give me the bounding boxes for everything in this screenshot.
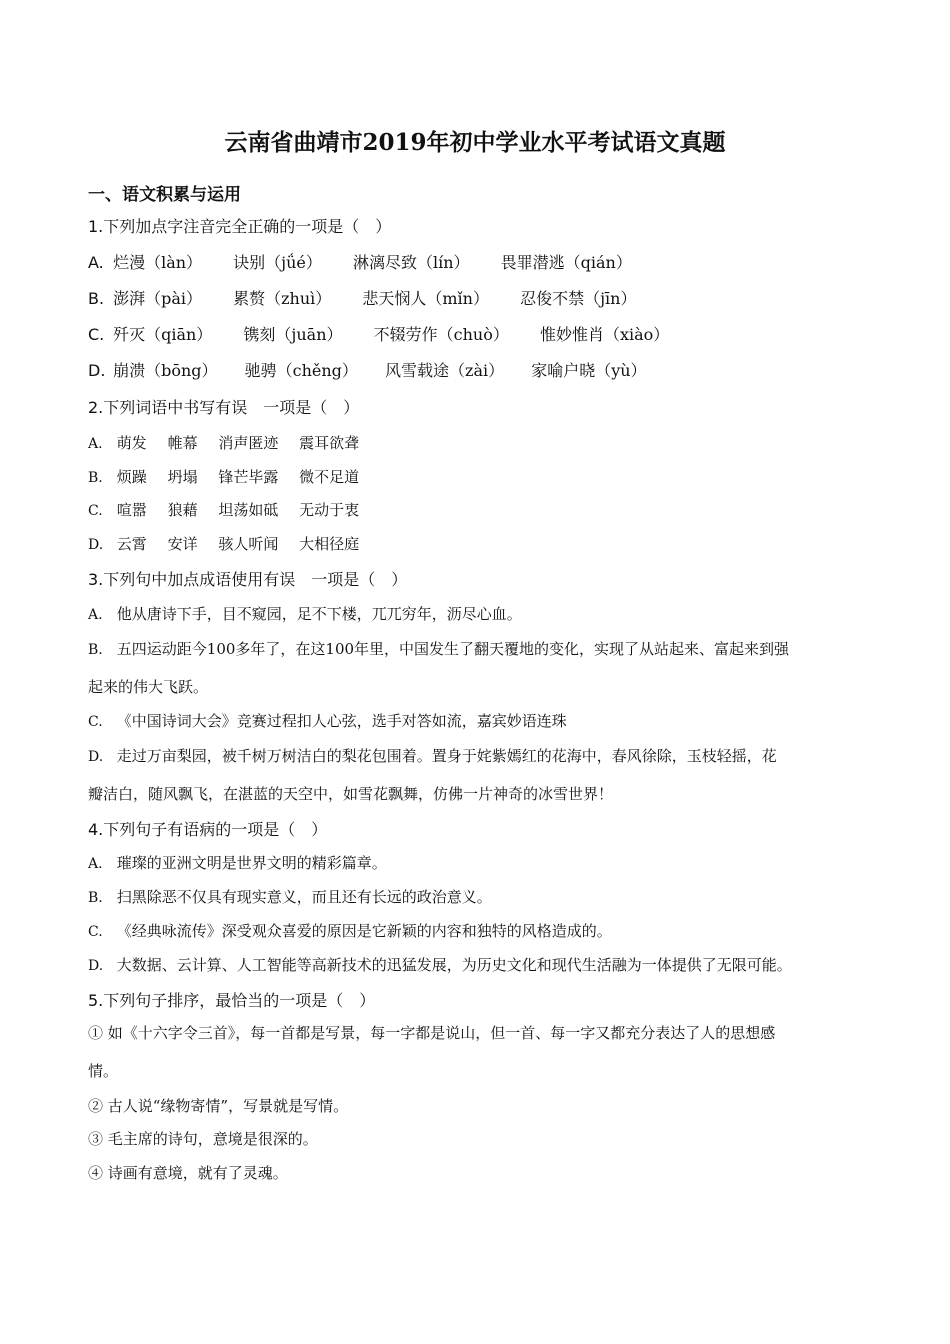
q5-sentence-2: ② 古人说“缘物寄情”，写景就是写情。 [88,1097,349,1115]
option-item: 帷幕 [167,434,198,452]
option-letter: D. [88,361,106,380]
question-5 [88,988,375,1011]
option-text: 瓣洁白，随风飘飞，在湛蓝的天空中，如雪花飘舞，仿佛一片神奇的冰雪世界！ [88,785,614,803]
q1-option-a [88,250,632,273]
option-item: 微不足道 [299,468,360,486]
option-item: 坍塌 [167,468,198,486]
question-stem: 下列句子有语病的一项是（ ） [103,820,328,839]
q5-sentence-1-cont: 情。 [88,1062,119,1080]
option-letter: A. [88,856,103,872]
option-letter: D. [88,958,104,974]
q2-option-a [88,432,359,453]
option-item: 诀别（jǘé） [233,253,322,272]
section-heading: 一、语文积累与运用 [88,185,241,205]
option-item: 不辍劳作（chuò） [373,325,509,344]
option-item: 消声匿迹 [218,434,279,452]
option-letter: A. [88,436,103,452]
option-item: 忍俊不禁（jīn） [520,289,637,308]
option-item: 惟妙惟肖（xiào） [539,325,670,344]
option-item: 萌发 [116,434,147,452]
option-item: 累赘（zhuì） [233,289,332,308]
option-text: 起来的伟大飞跃。 [88,678,209,696]
option-letter: B. [88,289,105,308]
option-letter: D. [88,749,104,765]
option-item: 澎湃（pài） [113,289,202,308]
q2-option-c [88,499,359,520]
q2-option-d [88,533,359,554]
q3-option-b-cont [88,676,208,697]
option-item: 云霄 [116,535,147,553]
option-item: 坦荡如砥 [218,501,279,519]
option-item: 大相径庭 [299,535,360,553]
question-stem: 下列加点字注音完全正确的一项是（ ） [103,217,392,236]
question-number: 4. [88,820,104,839]
document-title: 云南省曲靖市2019年初中学业水平考试语文真题 [224,129,726,156]
option-item: 喧嚣 [116,501,147,519]
question-stem: 下列词语中书写有误 一项是（ ） [103,398,360,417]
option-item: 震耳欲聋 [299,434,360,452]
q4-option-d [88,954,792,975]
q4-option-a [88,852,387,873]
option-item: 镌刻（juān） [243,325,343,344]
option-item: 锋芒毕露 [218,468,279,486]
q1-option-b [88,286,636,309]
option-letter: C. [88,325,105,344]
question-number: 2. [88,398,104,417]
option-item: 骇人听闻 [218,535,279,553]
option-text: 《经典咏流传》深受观众喜爱的原因是它新颖的内容和独特的风格造成的。 [116,922,612,940]
option-item: 无动于衷 [299,501,360,519]
option-text: 扫黑除恶不仅具有现实意义，而且还有长远的政治意义。 [116,888,492,906]
q3-option-d-cont [88,783,613,804]
option-letter: C. [88,924,103,940]
option-item: 风雪载途（zài） [385,361,505,380]
option-text: 大数据、云计算、人工智能等高新技术的迅猛发展，为历史文化和现代生活融为一体提供了无限可能。 [116,956,792,974]
q5-sentence-1: ① 如《十六字令三首》，每一首都是写景，每一字都是说山，但一首、每一字又都充分表达了人的思想感 [88,1024,776,1042]
question-2 [88,395,359,418]
option-text: 走过万亩梨园，被千树万树洁白的梨花包围着。置身于姹紫嫣红的花海中，春风徐除，玉枝轻摇，花 [116,747,777,765]
option-item: 崩溃（bōng） [113,361,218,380]
option-item: 家喻户晓（yù） [531,361,647,380]
option-item: 烦躁 [116,468,147,486]
option-letter: C. [88,503,103,519]
q4-option-b [88,886,492,907]
option-item: 安详 [167,535,198,553]
question-1 [88,214,391,237]
question-stem: 下列句子排序，最恰当的一项是（ ） [103,991,376,1010]
q1-option-d [88,358,647,381]
option-letter: B. [88,642,103,658]
q5-sentence-3: ③ 毛主席的诗句，意境是很深的。 [88,1130,318,1148]
option-letter: A. [88,607,103,623]
option-item: 悲天悯人（mǐn） [362,289,489,308]
option-item: 烂漫（làn） [113,253,203,272]
q3-option-a [88,603,522,624]
option-letter: C. [88,714,103,730]
question-4 [88,817,327,840]
option-text: 五四运动距今100多年了，在这100年里，中国发生了翻天覆地的变化，实现了从站起来、富起来到强 [116,640,790,658]
q3-option-b [88,638,789,659]
option-item: 淋漓尽致（lín） [353,253,470,272]
option-item: 歼灭（qiān） [113,325,213,344]
option-letter: B. [88,890,103,906]
option-letter: D. [88,537,104,553]
question-3 [88,567,407,590]
option-letter: A. [88,253,104,272]
option-item: 驰骋（chěng） [244,361,358,380]
question-number: 1. [88,217,104,236]
option-text: 《中国诗词大会》竞赛过程扣人心弦，选手对答如流，嘉宾妙语连珠 [116,712,567,730]
option-text: 璀璨的亚洲文明是世界文明的精彩篇章。 [116,854,387,872]
option-item: 畏罪潜逃（qián） [500,253,632,272]
option-letter: B. [88,470,103,486]
q5-sentence-4: ④ 诗画有意境，就有了灵魂。 [88,1164,288,1182]
q1-option-c [88,322,669,345]
option-text: 他从唐诗下手，目不窥园，足不下楼，兀兀穷年，沥尽心血。 [116,605,522,623]
q2-option-b [88,466,359,487]
q3-option-c [88,710,567,731]
option-item: 狼藉 [167,501,198,519]
question-stem: 下列句中加点成语使用有误 一项是（ ） [103,570,408,589]
q4-option-c [88,920,612,941]
question-number: 5. [88,991,104,1010]
q3-option-d [88,745,777,766]
question-number: 3. [88,570,104,589]
